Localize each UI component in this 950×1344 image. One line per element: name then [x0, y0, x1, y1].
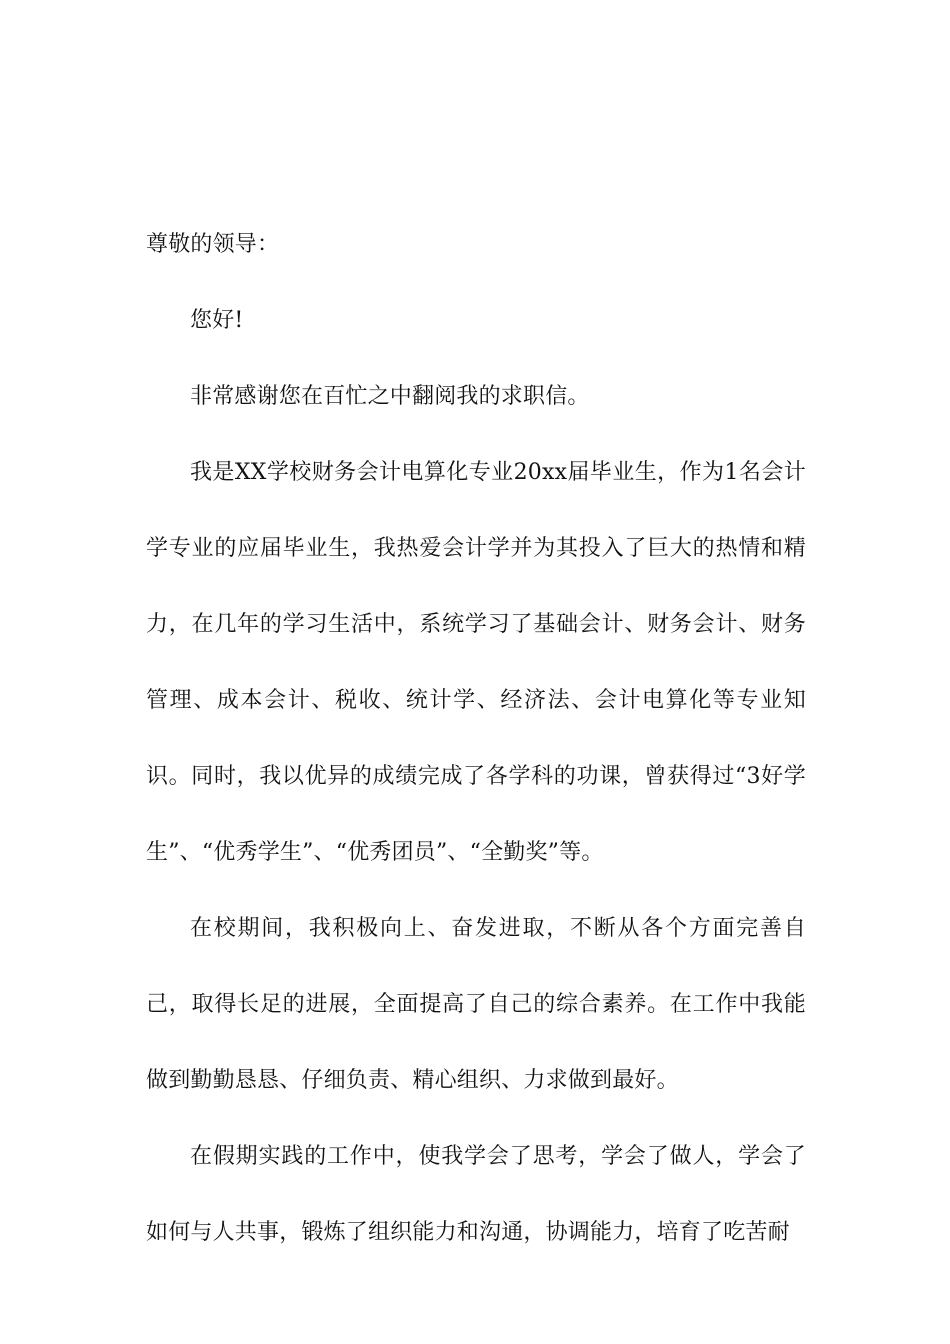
- greeting: 您好!: [190, 308, 244, 333]
- paragraph-school-life: 在校期间，我积极向上、奋发进取，不断从各个方面完善自己，取得长足的进展，全面提高了自己的综合素养。在工作中我能做到勤勤恳恳、仔细负责、精心组织、力求做到最好。: [146, 916, 806, 1093]
- paragraph-internship: 在假期实践的工作中，使我学会了思考，学会了做人，学会了如何与人共事，锻炼了组织能力和沟通，协调能力，培育了吃苦耐: [146, 1144, 806, 1245]
- paragraph-education: 我是XX学校财务会计电算化专业20xx届毕业生，作为1名会计学专业的应届毕业生，我热爱会计学并为其投入了巨大的热情和精力，在几年的学习生活中，系统学习了基础会计、财务会计、财务管理、成本会计、税收、统计学、经济法、会计电算化等专业知识。同时，我以优异的成绩完成了各学科的功课，曾获得过“3好学生”、“优秀学生”、“优秀团员”、“全勤奖”等。: [146, 460, 806, 865]
- salutation: 尊敬的领导：: [146, 232, 280, 257]
- letter-body: [146, 207, 806, 1271]
- paragraph-thanks: 非常感谢您在百忙之中翻阅我的求职信。: [190, 384, 590, 409]
